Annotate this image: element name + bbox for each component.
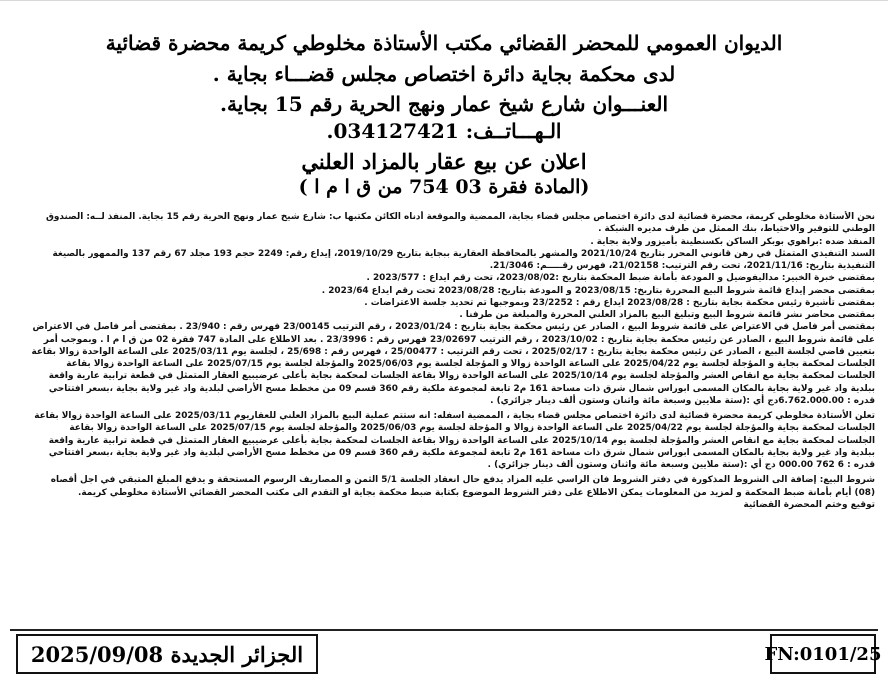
court-jurisdiction: لدى محكمة بجاية دائرة اختصاص مجلس قضـــاء بجاية . — [212, 62, 676, 86]
publication-paragraph: بمقتضى محاضر نشر قائمة شروط البيع وتبليغ البيع بالمزاد العلني المحررة والمبلغة من طرفنا . — [459, 310, 875, 320]
enforcement-title-paragraph: السند التنفيذي المتمثل في رهن قانوني المحرر بتاريخ 2021/10/24 والمشهر بالمحافظة العقارية ببجاية بتاريخ 2019/10/29، إيداع رقم: 2249 حجم 193 مجلد 67 رقم 137 والممهور بالصيغة التنفيذية بتاريخ: 2021/11/16، تحت رقم الترتيب: 21/02158، فهرس رقـــــم: 21/3046. — [52, 248, 875, 271]
notice-body — [30, 211, 875, 629]
notice-subtitle: (المادة فقرة 03 754 من ق ا م ا ) — [298, 176, 590, 198]
newspaper-date-box: الجزائر الجديدة 2025/09/08 — [16, 634, 318, 674]
expert-report-paragraph: بمقتضى خبرة الخبير: مداليفوضيل و المودعة بأمانة ضبط المحكمة بتاريخ :2023/08/02، تحت رقم ايداع : 2023/577 . — [366, 273, 875, 284]
conditions-deposit-paragraph: بمقتضى محضر إيداع قائمة شروط البيع المحررة بتاريخ: 2023/08/15 و المودعة بتاريخ: 2023/08/28 تحت رقم ايداع 2023/64 . — [321, 285, 875, 296]
office-title: الديوان العمومي للمحضر القضائي مكتب الأستاذة مخلوطي كريمة محضرة قضائية — [105, 31, 783, 55]
office-phone: الـهـــاتــف: 034127421. — [326, 119, 562, 143]
debtor-paragraph: المنفذ ضده :براهوي بوبكر الساكن بكسنطينة بأميزور ولاية بجاية . — [590, 236, 875, 247]
signature-line: توقيع وختم المحضرة القضائية — [743, 499, 875, 510]
office-address: العنـــوان شارع شيخ عمار ونهج الحرية رقم 15 بجاية. — [219, 92, 669, 116]
court-visa-paragraph: بمقتضى تأشيرة رئيس محكمة بجاية بتاريخ : 2023/08/28 ايداع رقم : 23/2252 وبموجبها تم تحديد جلسة الاعتراضات . — [364, 297, 875, 308]
bailiff-intro-paragraph: نحن الأستاذة مخلوطي كريمة، محضرة قضائية لدى دائرة اختصاص مجلس قضاء بجاية، الممضية والموقعة أدناه الكائن مكتبها ب: شارع شيخ عمار ونهج الحرية رقم 15 بجاية. المنفذ لــه: الصندوق الوطني للتوفير والاحتياط، بنك الممثل من طرف مديره الشبكة . — [45, 212, 875, 235]
notice-title: اعلان عن بيع عقار بالمزاد العلني — [301, 149, 587, 174]
file-number-box: FN:0101/25 — [770, 634, 876, 674]
auction-announcement-paragraph: تعلن الأستاذة مخلوطي كريمة محضرة قضائية لدى دائرة اختصاص مجلس قضاء بجاية ، الممضية اسفله: انه ستتم عملية البيع بالمزاد العلني للعقاريوم 2025/03/11 على الساعة الواحدة زوالا بقاعة الجلسات لمحكمة بجاية والمؤجلة لجلسة يوم 2025/04/22 على الساعة الواحدة زوالا و المؤجلة لجلسة يوم 2025/06/03 والمؤجلة لجلسة يوم 2025/07/15 على الساعة الواحدة زوالا بقاعة الجلسات لمحكمة بجاية مع انقاص العشر والمؤجلة لجلسة يوم 2025/10/14 على الساعة الواحدة زوالا بقاعة الجلسات لمحكمة بجاية بأعلى عرضيبيع العقار المتمثل في قطعة ترابية عارية واقعة ببلدية واد غير ولاية بجاية بالمكان المسمى ابوراس شمال شرق ذات مساحة 161 م2 تابعة لمجموعة ملكية رقم 360 قسم 09 من مخطط مسح الأراضي لبلدية واد غير ولاية بجاية ،بسعر افتتاحي قدره : 6 762 000.00 دج أي :(ستة ملايين وسبعة مائة واثنان وستون ألف دينار جزائري) . — [34, 411, 875, 470]
notice-footer — [10, 629, 882, 676]
sale-conditions-paragraph: شروط البيع: إضافة الى الشروط المذكورة في دفتر الشروط فان الراسي عليه المزاد يدفع حال انعقاد الجلسة 5/1 الثمن و المصاريف الرسوم المستحقة و يدفع المبلغ المتبقي في اجل أقصاه (08) أيام بأمانة ضبط المحكمة و لمزيد من المعلومات يمكن الاطلاع على دفتر الشروط الموضوع بكتابة ضبط محكمة بجاية او التقدم الى مكتب المحضر القضائي الأستاذة مخلوطي كريمة. — [50, 475, 875, 498]
court-orders-paragraph: بمقتضى أمر فاصل في الاعتراض على قائمة شروط البيع ، الصادر عن رئيس محكمة بجاية بتاريخ : 2023/01/24 ، رقم الترتيب 23/00145 فهرس رقم : 23/940 . بمقتضى أمر فاصل في الاعتراض على قائمة شروط البيع ، الصادر عن رئيس محكمة بجاية بتاريخ : 2023/10/02 ، رقم الترتيب 23/02697 فهرس رقم : 23/3996 . بعد الاطلاع على المادة 747 فقرة 02 من ق ا م ا . وبموجب أمر بتعيين قاضي لجلسة البيع ، الصادر عن رئيس محكمة بجاية بتاريخ : 2025/02/17 ، تحت رقم الترتيب : 25/00477 ، فهرس رقم : 25/698 ، لجلسة يوم 2025/03/11 على الساعة الواحدة زوالا بقاعة الجلسات لمحكمة بجاية و المؤجلة لجلسة يوم 2025/04/22 على الساعة الواحدة زوالا و المؤجلة لجلسة يوم 2025/06/03 والمؤجلة لجلسة يوم 2025/07/15 على الساعة الواحدة زوالا بقاعة الجلسات لمحكمة بجاية مع انقاص العشر والمؤجلة لجلسة يوم 2025/10/14 على الساعة الواحدة زوالا بقاعة الجلسات لمحكمة بجاية بأعلى عرضيبيع العقار المتمثل في قطعة ترابية عارية واقعة ببلدية واد غير ولاية بجاية بالمكان المسمى ابوراس شمال شرق ذات مساحة 161 م2 تابعة لمجموعة ملكية رقم 360 قسم 09 من مخطط مسح الأراضي لبلدية واد غير ولاية بجاية ،بسعر افتتاحي قدره : 6.762.000.00دج أي :(ستة ملايين وسبعة مائة واثنان وستون ألف دينار جزائري) . — [31, 322, 875, 406]
